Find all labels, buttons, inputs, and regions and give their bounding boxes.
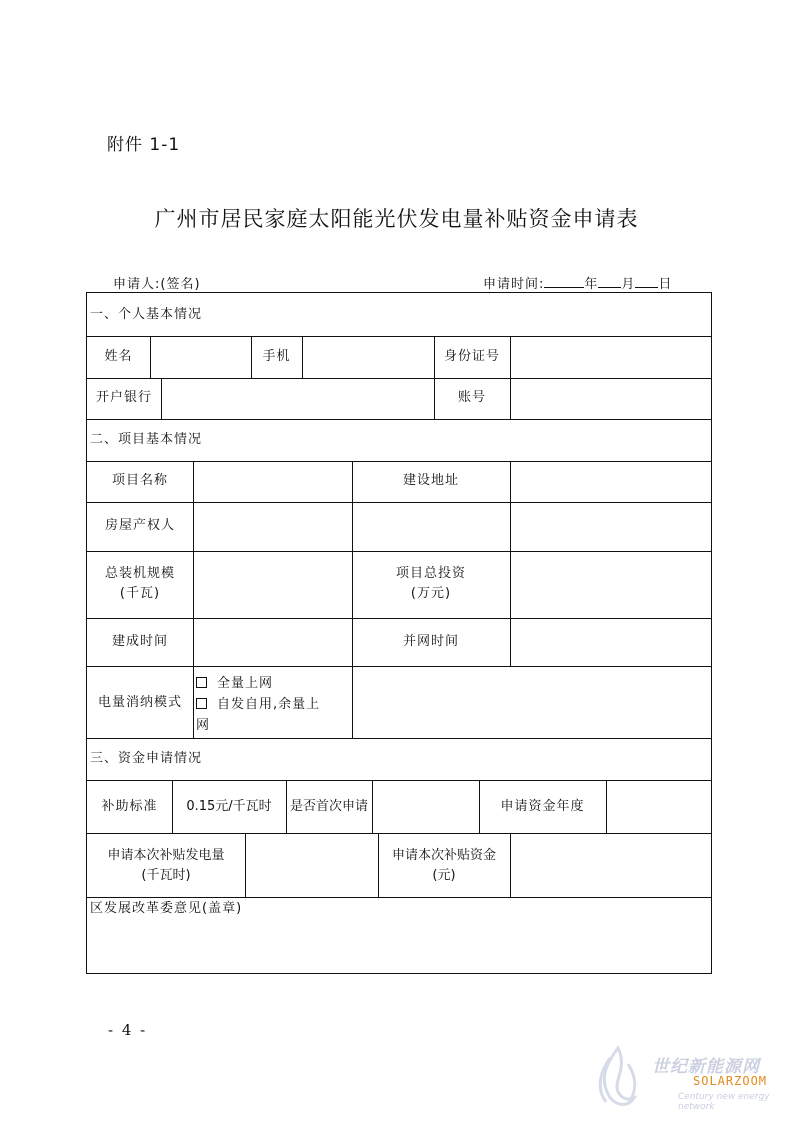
attachment-label: 附件 1-1 (107, 135, 181, 155)
build-address-field[interactable] (511, 462, 711, 502)
form-title: 广州市居民家庭太阳能光伏发电量补贴资金申请表 (154, 207, 639, 231)
completion-time-label: 建成时间 (111, 634, 168, 649)
application-date (483, 273, 672, 292)
subsidy-energy-field[interactable] (246, 834, 378, 897)
grid-connection-time-label: 并网时间 (402, 634, 459, 649)
phone-field[interactable] (303, 337, 434, 378)
completion-time-field[interactable] (194, 619, 352, 666)
section-funding-heading: 三、资金申请情况 (90, 751, 203, 766)
property-owner-label: 房屋产权人 (104, 518, 175, 533)
application-date-label: 申请时间: (483, 277, 545, 292)
month-label: 月 (621, 277, 636, 292)
application-form-table (86, 292, 712, 974)
name-label: 姓名 (104, 349, 133, 364)
year-label: 年 (584, 277, 599, 292)
subsidy-amount-label-line2: (元) (432, 868, 456, 883)
consumption-mode-options (196, 673, 350, 736)
project-name-label: 项目名称 (111, 473, 168, 488)
property-owner-field[interactable] (194, 503, 352, 551)
fund-year-field[interactable] (607, 781, 711, 833)
total-investment-label-line1: 项目总投资 (395, 566, 466, 581)
full-grid-option-label: 全量上网 (217, 676, 274, 691)
bank-label: 开户银行 (95, 390, 152, 405)
subsidy-standard-value: 0.15元/千瓦时 (186, 799, 272, 814)
capacity-label-line1: 总装机规模 (104, 566, 175, 581)
project-name-field[interactable] (194, 462, 352, 502)
applicant-signature-label: 申请人:(签名) (113, 277, 201, 292)
fund-year-label: 申请资金年度 (500, 799, 585, 814)
build-address-label: 建设地址 (402, 473, 459, 488)
self-use-option[interactable] (196, 694, 350, 715)
full-grid-checkbox[interactable] (196, 677, 207, 688)
capacity-field[interactable] (194, 552, 352, 618)
watermark-brand-english: Century new energy network (678, 1092, 770, 1112)
watermark-brand: 世纪新能源网 (652, 1057, 760, 1077)
total-investment-label (352, 564, 510, 604)
day-blank (635, 275, 658, 288)
self-use-option-label-wrap: 网 (196, 718, 211, 733)
first-application-field[interactable] (373, 781, 479, 833)
district-opinion-label: 区发展改革委意见(盖章) (90, 901, 243, 916)
year-blank (544, 275, 584, 288)
full-grid-option[interactable] (196, 673, 350, 694)
name-field[interactable] (151, 337, 251, 378)
subsidy-amount-label (378, 846, 510, 886)
id-number-field[interactable] (511, 337, 711, 378)
subsidy-amount-field[interactable] (511, 834, 711, 897)
flame-logo-icon (588, 1044, 648, 1114)
bank-field[interactable] (162, 379, 434, 419)
watermark-solarzoom: SOLARZOOM (693, 1074, 768, 1088)
account-label: 账号 (457, 390, 486, 405)
page-number: - 4 - (108, 1021, 148, 1039)
consumption-mode-label: 电量消纳模式 (97, 695, 182, 710)
account-field[interactable] (511, 379, 711, 419)
watermark (586, 1044, 786, 1114)
phone-label: 手机 (262, 349, 291, 364)
total-investment-label-line2: (万元) (410, 586, 452, 601)
self-use-option-label: 自发自用,余量上 (217, 697, 321, 712)
subsidy-standard-label: 补助标准 (101, 799, 158, 814)
subsidy-energy-label (87, 846, 245, 886)
total-investment-field[interactable] (511, 552, 711, 618)
subsidy-amount-label-line1: 申请本次补贴资金 (391, 848, 496, 863)
section-project-info-heading: 二、项目基本情况 (90, 432, 203, 447)
subsidy-energy-label-line2: (千瓦时) (141, 868, 191, 883)
capacity-label-line2: (千瓦) (119, 586, 161, 601)
section-personal-info-heading: 一、个人基本情况 (90, 307, 203, 322)
subsidy-energy-label-line1: 申请本次补贴发电量 (107, 848, 225, 863)
grid-connection-time-field[interactable] (511, 619, 711, 666)
first-application-label: 是否首次申请 (289, 799, 368, 814)
self-use-checkbox[interactable] (196, 698, 207, 709)
id-number-label: 身份证号 (443, 349, 500, 364)
month-blank (598, 275, 621, 288)
district-opinion-field[interactable] (87, 921, 711, 973)
capacity-label (87, 564, 193, 604)
day-label: 日 (658, 277, 673, 292)
